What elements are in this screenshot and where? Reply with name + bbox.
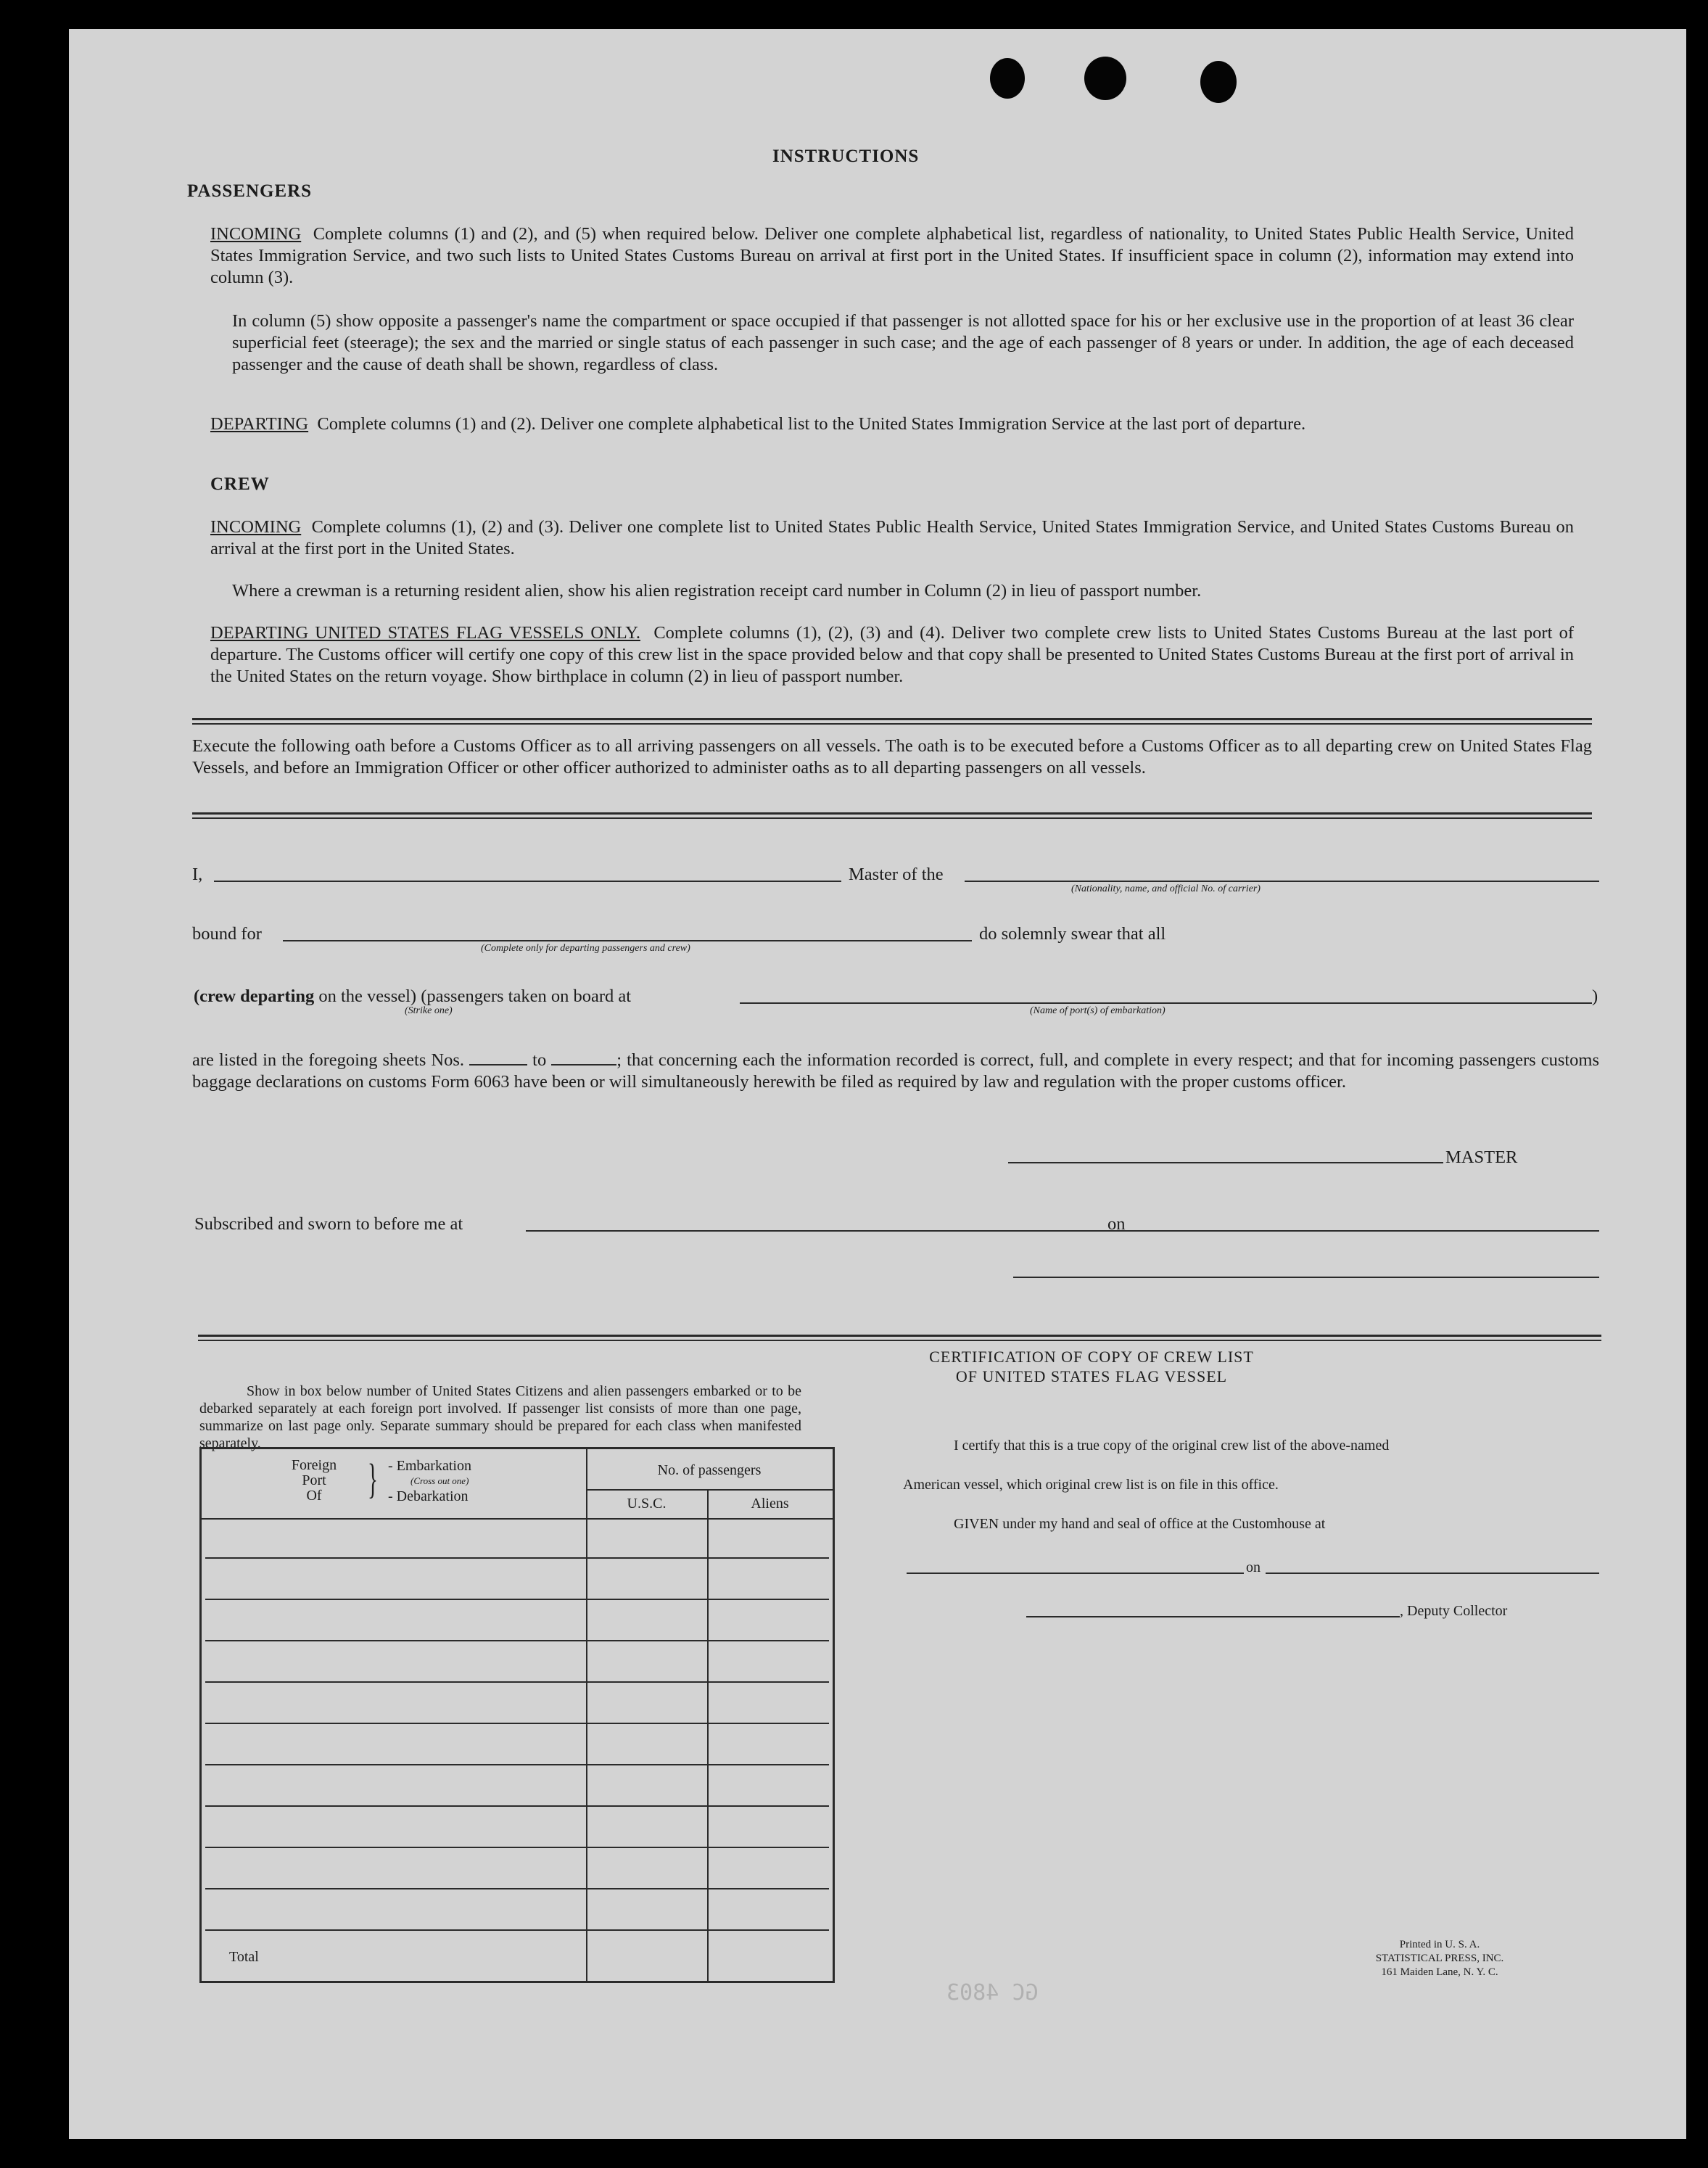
- divider: [192, 718, 1592, 720]
- table-row: [205, 1723, 829, 1724]
- crew-resident-alien-text: Where a crewman is a returning resident alien, show his alien registration receipt card number in Column (2) in lieu of passport number.: [232, 581, 1202, 601]
- table-row: [205, 1888, 829, 1889]
- aliens-header: Aliens: [751, 1496, 789, 1512]
- printer-imprint-1: Printed in U. S. A.: [1399, 1939, 1480, 1950]
- printer-imprint-2: STATISTICAL PRESS, INC.: [1375, 1953, 1504, 1964]
- bound-caption: (Complete only for departing passengers and crew): [481, 943, 690, 954]
- passenger-summary-table: [199, 1447, 835, 1983]
- crew-incoming-text: Complete columns (1), (2) and (3). Deliver one complete list to United States Public Health Service, United States Immigration Service, and United States Customs Bureau on arrival at the first port in the United States.: [210, 517, 1574, 559]
- close-paren: ): [1592, 986, 1598, 1006]
- instructions-title: INSTRUCTIONS: [772, 147, 920, 166]
- certification-title-2: OF UNITED STATES FLAG VESSEL: [955, 1367, 1228, 1385]
- sheet-from-field[interactable]: [469, 1064, 527, 1066]
- subscribed-label: Subscribed and sworn to before me at: [194, 1214, 463, 1234]
- passengers-taken-option: (passengers taken on board at: [421, 986, 632, 1006]
- brace-icon: }: [367, 1455, 378, 1502]
- table-row: [205, 1640, 829, 1641]
- listed-prefix: are listed in the foregoing sheets Nos.: [192, 1050, 465, 1070]
- crew-incoming-section: [210, 516, 1574, 560]
- cert-on-label: on: [1246, 1559, 1261, 1575]
- no-of-passengers-header: No. of passengers: [657, 1462, 762, 1478]
- certification-title-1: CERTIFICATION OF COPY OF CREW LIST: [929, 1348, 1254, 1366]
- oath-instruction: Execute the following oath before a Customs Officer as to all arriving passengers on all vessels. The oath is to be executed before a Customs Officer as to all departing crew on United States Flag Vessels, and before an Immigration Officer or other officer authorized to administer oaths as to all departing passengers on all vessels.: [192, 736, 1592, 778]
- divider: [192, 812, 1592, 815]
- ports-caption: (Name of port(s) of embarkation): [1030, 1005, 1166, 1016]
- bound-for-field[interactable]: [283, 940, 972, 941]
- oath-i-label: I,: [192, 865, 203, 884]
- certify-line-2: American vessel, which original crew list is on file in this office.: [903, 1477, 1279, 1493]
- table-row: [205, 1805, 829, 1807]
- sheet-to-field[interactable]: [551, 1064, 616, 1066]
- crew-departing-text: Complete columns (1), (2), (3) and (4). Deliver two complete crew lists to United States Customs Bureau at the last port of departure. The Customs officer will certify one copy of this crew list in the space provided below and that copy shall be presented to United States Customs Bureau at the first port of arrival in the United States on the return voyage. Show birthplace in column (2) in lieu of passport number.: [210, 623, 1574, 686]
- divider: [198, 1340, 1601, 1341]
- oath-listed-paragraph: [192, 1050, 1599, 1093]
- master-label: MASTER: [1445, 1147, 1518, 1167]
- cross-out-one-caption: (Cross out one): [411, 1475, 469, 1486]
- summary-instruction: Show in box below number of United States Citizens and alien passengers embarked or to be debarked separately at each foreign port involved. If passenger list consists of more than one page, summarize on last page only. Separate summary should be prepared for each class when manifested separately.: [199, 1383, 801, 1451]
- officer-signature-field[interactable]: [1013, 1277, 1599, 1278]
- of-label: Of: [306, 1488, 322, 1504]
- deputy-collector-signature-field[interactable]: [1026, 1616, 1400, 1617]
- table-row: [205, 1681, 829, 1683]
- master-signature-field[interactable]: [1008, 1162, 1443, 1163]
- cert-date-field[interactable]: [1266, 1573, 1599, 1574]
- passengers-departing-section: [210, 413, 1574, 435]
- total-label: Total: [229, 1949, 259, 1965]
- printer-imprint-3: 161 Maiden Lane, N. Y. C.: [1381, 1966, 1498, 1978]
- crew-heading: CREW: [210, 474, 270, 494]
- passengers-incoming-text: Complete columns (1) and (2), and (5) when required below. Deliver one complete alphabetical list, regardless of nationality, to United States Public Health Service, United States Immigration Service, and two such lists to United States Customs Bureau on arrival at first port in the United States. If insufficient space in column (2), information may extend into column (3).: [210, 224, 1574, 287]
- table-row: [205, 1929, 829, 1931]
- master-name-field[interactable]: [214, 881, 841, 882]
- on-the-vessel: on the vessel): [318, 986, 417, 1006]
- passengers-departing-text: Complete columns (1) and (2). Deliver one complete alphabetical list to the United States Immigration Service at the last port of departure.: [317, 414, 1306, 434]
- table-row: [205, 1599, 829, 1600]
- deputy-collector-label: , Deputy Collector: [1400, 1603, 1508, 1619]
- punch-hole: [1200, 61, 1237, 103]
- divider: [192, 817, 1592, 819]
- given-text: GIVEN under my hand and seal of office at the Customhouse at: [954, 1516, 1326, 1532]
- port-label: Port: [302, 1472, 326, 1488]
- bleed-through-stamp: GC 4803: [946, 1980, 1039, 2006]
- passengers-column5-text: In column (5) show opposite a passenger's name the compartment or space occupied if that passenger is not allotted space for his or her exclusive use in the proportion of at least 36 clear superficial feet (steerage); the sex and the married or single status of each passenger in such case; and the age of each passenger of 8 years or under. In addition, the age of each deceased passenger and the cause of death shall be shown, regardless of class.: [232, 311, 1574, 374]
- certify-line-1: I certify that this is a true copy of the original crew list of the above-named: [954, 1438, 1390, 1454]
- table-row: [205, 1557, 829, 1559]
- passengers-incoming-section: [210, 223, 1574, 289]
- crew-departing-bold: (crew departing: [194, 986, 315, 1006]
- document-page: [69, 29, 1686, 2139]
- carrier-caption: (Nationality, name, and official No. of carrier): [1071, 883, 1261, 894]
- swear-text: do solemnly swear that all: [979, 924, 1166, 944]
- punch-hole: [990, 58, 1025, 99]
- crew-departing-section: [210, 622, 1574, 688]
- strike-one-caption: (Strike one): [405, 1005, 453, 1016]
- crew-departing-label: DEPARTING UNITED STATES FLAG VESSELS ONLY.: [210, 623, 640, 643]
- listed-rest: ; that concerning each the information recorded is correct, full, and complete in every respect; and that for incoming passengers customs baggage declarations on customs Form 6063 have been or will simultaneously herewith be filed as required by law and regulation with the proper customs officer.: [192, 1050, 1600, 1092]
- table-row: [205, 1764, 829, 1765]
- carrier-field[interactable]: [965, 881, 1599, 882]
- divider: [198, 1335, 1601, 1337]
- crew-departing-option: [194, 986, 631, 1007]
- debarkation-label: - Debarkation: [388, 1488, 469, 1504]
- master-of-the-label: Master of the: [849, 865, 944, 884]
- subscribed-on-label: on: [1107, 1214, 1126, 1234]
- embarkation-ports-field[interactable]: [740, 1002, 1592, 1004]
- bound-for-label: bound for: [192, 924, 262, 944]
- punch-hole: [1084, 57, 1126, 100]
- passengers-heading: PASSENGERS: [187, 181, 313, 201]
- embarkation-label: - Embarkation: [388, 1458, 471, 1474]
- foreign-label: Foreign: [291, 1457, 337, 1473]
- subscribed-place-field[interactable]: [526, 1230, 1175, 1232]
- subscribed-date-field[interactable]: [1131, 1230, 1599, 1232]
- crew-incoming-label: INCOMING: [210, 517, 302, 537]
- passengers-departing-label: DEPARTING: [210, 414, 309, 434]
- divider: [192, 723, 1592, 725]
- table-row: [205, 1847, 829, 1848]
- usc-header: U.S.C.: [627, 1496, 667, 1512]
- customhouse-field[interactable]: [907, 1573, 1244, 1574]
- to-label: to: [532, 1050, 547, 1070]
- passengers-incoming-label: INCOMING: [210, 224, 302, 244]
